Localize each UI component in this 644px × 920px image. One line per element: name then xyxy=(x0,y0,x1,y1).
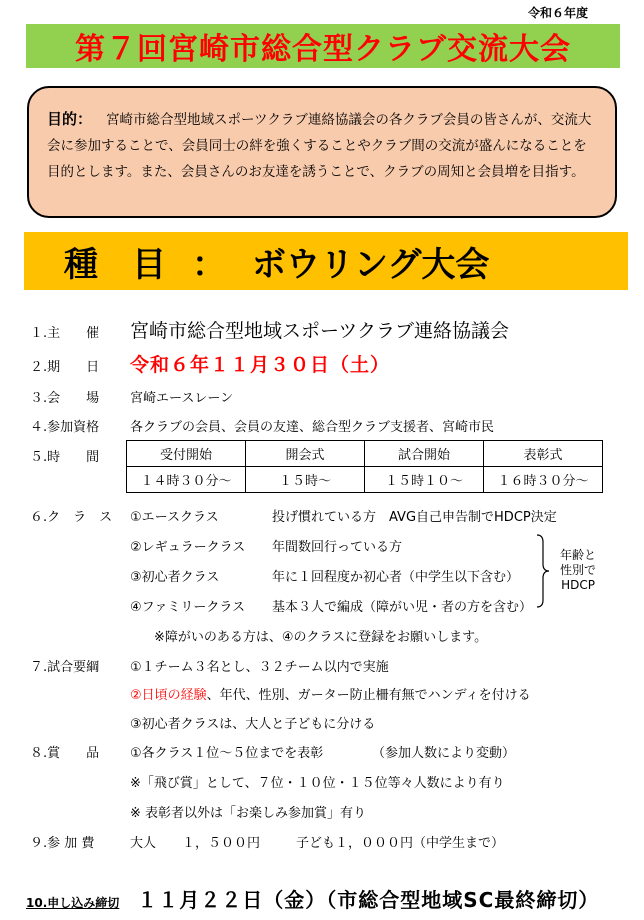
fee-row xyxy=(30,832,504,851)
hdcp-note xyxy=(560,548,596,593)
schedule-value: １６時３０分～ xyxy=(484,467,603,493)
prize-label: ８.賞 品 xyxy=(30,746,100,761)
time-row xyxy=(30,446,130,465)
rule-2-text: 、年代、性別、ガーター防止柵有無でハンディを付ける xyxy=(206,688,531,703)
rule-1: ①１チーム３名とし、３２チーム以内で実施 xyxy=(130,660,389,675)
class-desc: 年に１回程度か初心者（中学生以下含む） xyxy=(272,570,520,585)
organizer-value: 宮崎市総合型地域スポーツクラブ連絡協議会 xyxy=(130,320,510,342)
prize-row-1 xyxy=(30,742,515,761)
event-label: 種 目 xyxy=(64,244,166,285)
purpose-box xyxy=(27,86,617,218)
schedule-table xyxy=(126,440,603,493)
event-separator: ： xyxy=(192,244,226,285)
deadline-label: 10.申し込み締切 xyxy=(26,896,120,910)
rule-3: ③初心者クラスは、大人と子どもに分ける xyxy=(130,717,376,732)
fee-child: 子ども１，０００円（中学生まで） xyxy=(296,836,505,851)
class-name: ④ファミリークラス xyxy=(130,600,246,615)
class-note: ※障がいのある方は、④のクラスに登録をお願いします。 xyxy=(154,630,488,645)
schedule-header: 開会式 xyxy=(246,441,365,467)
class-name: ①エースクラス xyxy=(130,510,219,525)
date-row xyxy=(30,350,390,377)
venue-value: 宮崎エースレーン xyxy=(130,391,234,406)
purpose-text: 宮崎市総合型地域スポーツクラブ連絡協議会の各クラブ会員の皆さんが、交流大会に参加することで、会員同士の絆を強くすることやクラブ間の交流が盛んになることを目的とします。また、会員さんのお友達を誘うことで、クラブの周知と会員増を目指す。 xyxy=(47,112,592,180)
prize-1: ①各クラス１位～５位までを表彰 xyxy=(130,746,324,761)
brace-icon xyxy=(536,534,550,608)
schedule-header: 表彰式 xyxy=(484,441,603,467)
schedule-header: 受付開始 xyxy=(127,441,246,467)
hdcp-note-line: HDCP xyxy=(561,578,595,592)
schedule-header-row xyxy=(127,441,603,467)
prize-1-note: （参加人数により変動） xyxy=(372,746,516,761)
deadline-row xyxy=(26,884,599,913)
class-desc: 年間数回行っている方 xyxy=(272,540,403,555)
date-label: ２.期 日 xyxy=(30,360,100,375)
rule-2-highlight: ②日頃の経験 xyxy=(130,688,207,703)
rules-label: ７.試合要綱 xyxy=(30,660,100,675)
fee-adult: 大人 １，５００円 xyxy=(130,836,261,851)
deadline-value: １１月２２日（金）（市総合型地域SC最終締切） xyxy=(137,888,600,912)
venue-row xyxy=(30,387,233,406)
time-label: ５.時 間 xyxy=(30,450,100,465)
class-name: ③初心者クラス xyxy=(130,570,220,585)
eligibility-value: 各クラブの会員、会員の友達、総合型クラブ支援者、宮崎市民 xyxy=(130,420,495,435)
organizer-row xyxy=(30,316,509,343)
eligibility-row xyxy=(30,416,494,435)
prize-2: ※「飛び賞」として、７位・１０位・１５位等々人数により有り xyxy=(130,776,505,791)
class-name: ②レギュラークラス xyxy=(130,540,246,555)
date-value: 令和６年１１月３０日（土） xyxy=(130,354,391,376)
eligibility-label: ４.参加資格 xyxy=(30,420,100,435)
prize-3: ※ 表彰者以外は「お楽しみ参加賞」有り xyxy=(130,806,367,821)
rules-row-2 xyxy=(130,684,531,703)
venue-label: ３.会 場 xyxy=(30,391,100,406)
page-title: 第７回宮崎市総合型クラブ交流大会 xyxy=(26,24,620,68)
fee-label: ９.参 加 費 xyxy=(30,836,95,851)
class-row-4 xyxy=(130,596,532,615)
class-row-1 xyxy=(30,506,557,525)
schedule-value: １５時～ xyxy=(246,467,365,493)
schedule-value: １５時１０～ xyxy=(365,467,484,493)
organizer-label: １.主 催 xyxy=(30,326,100,341)
event-banner xyxy=(24,232,628,290)
class-row-2 xyxy=(130,536,402,555)
hdcp-note-line: 性別で xyxy=(560,563,597,577)
schedule-value-row xyxy=(127,467,603,493)
rules-row-1 xyxy=(30,656,389,675)
class-label: ６.ク ラ ス xyxy=(30,510,113,525)
fiscal-year: 令和６年度 xyxy=(528,6,589,20)
class-row-3 xyxy=(130,566,519,585)
class-desc: 投げ慣れている方 AVG自己申告制でHDCP決定 xyxy=(272,510,557,525)
event-value: ボウリング大会 xyxy=(252,244,490,285)
hdcp-note-line: 年齢と xyxy=(560,548,597,562)
schedule-header: 試合開始 xyxy=(365,441,484,467)
purpose-label: 目的： xyxy=(47,110,93,128)
schedule-value: １４時３０分～ xyxy=(127,467,246,493)
class-desc: 基本３人で編成（障がい児・者の方を含む） xyxy=(272,600,533,615)
